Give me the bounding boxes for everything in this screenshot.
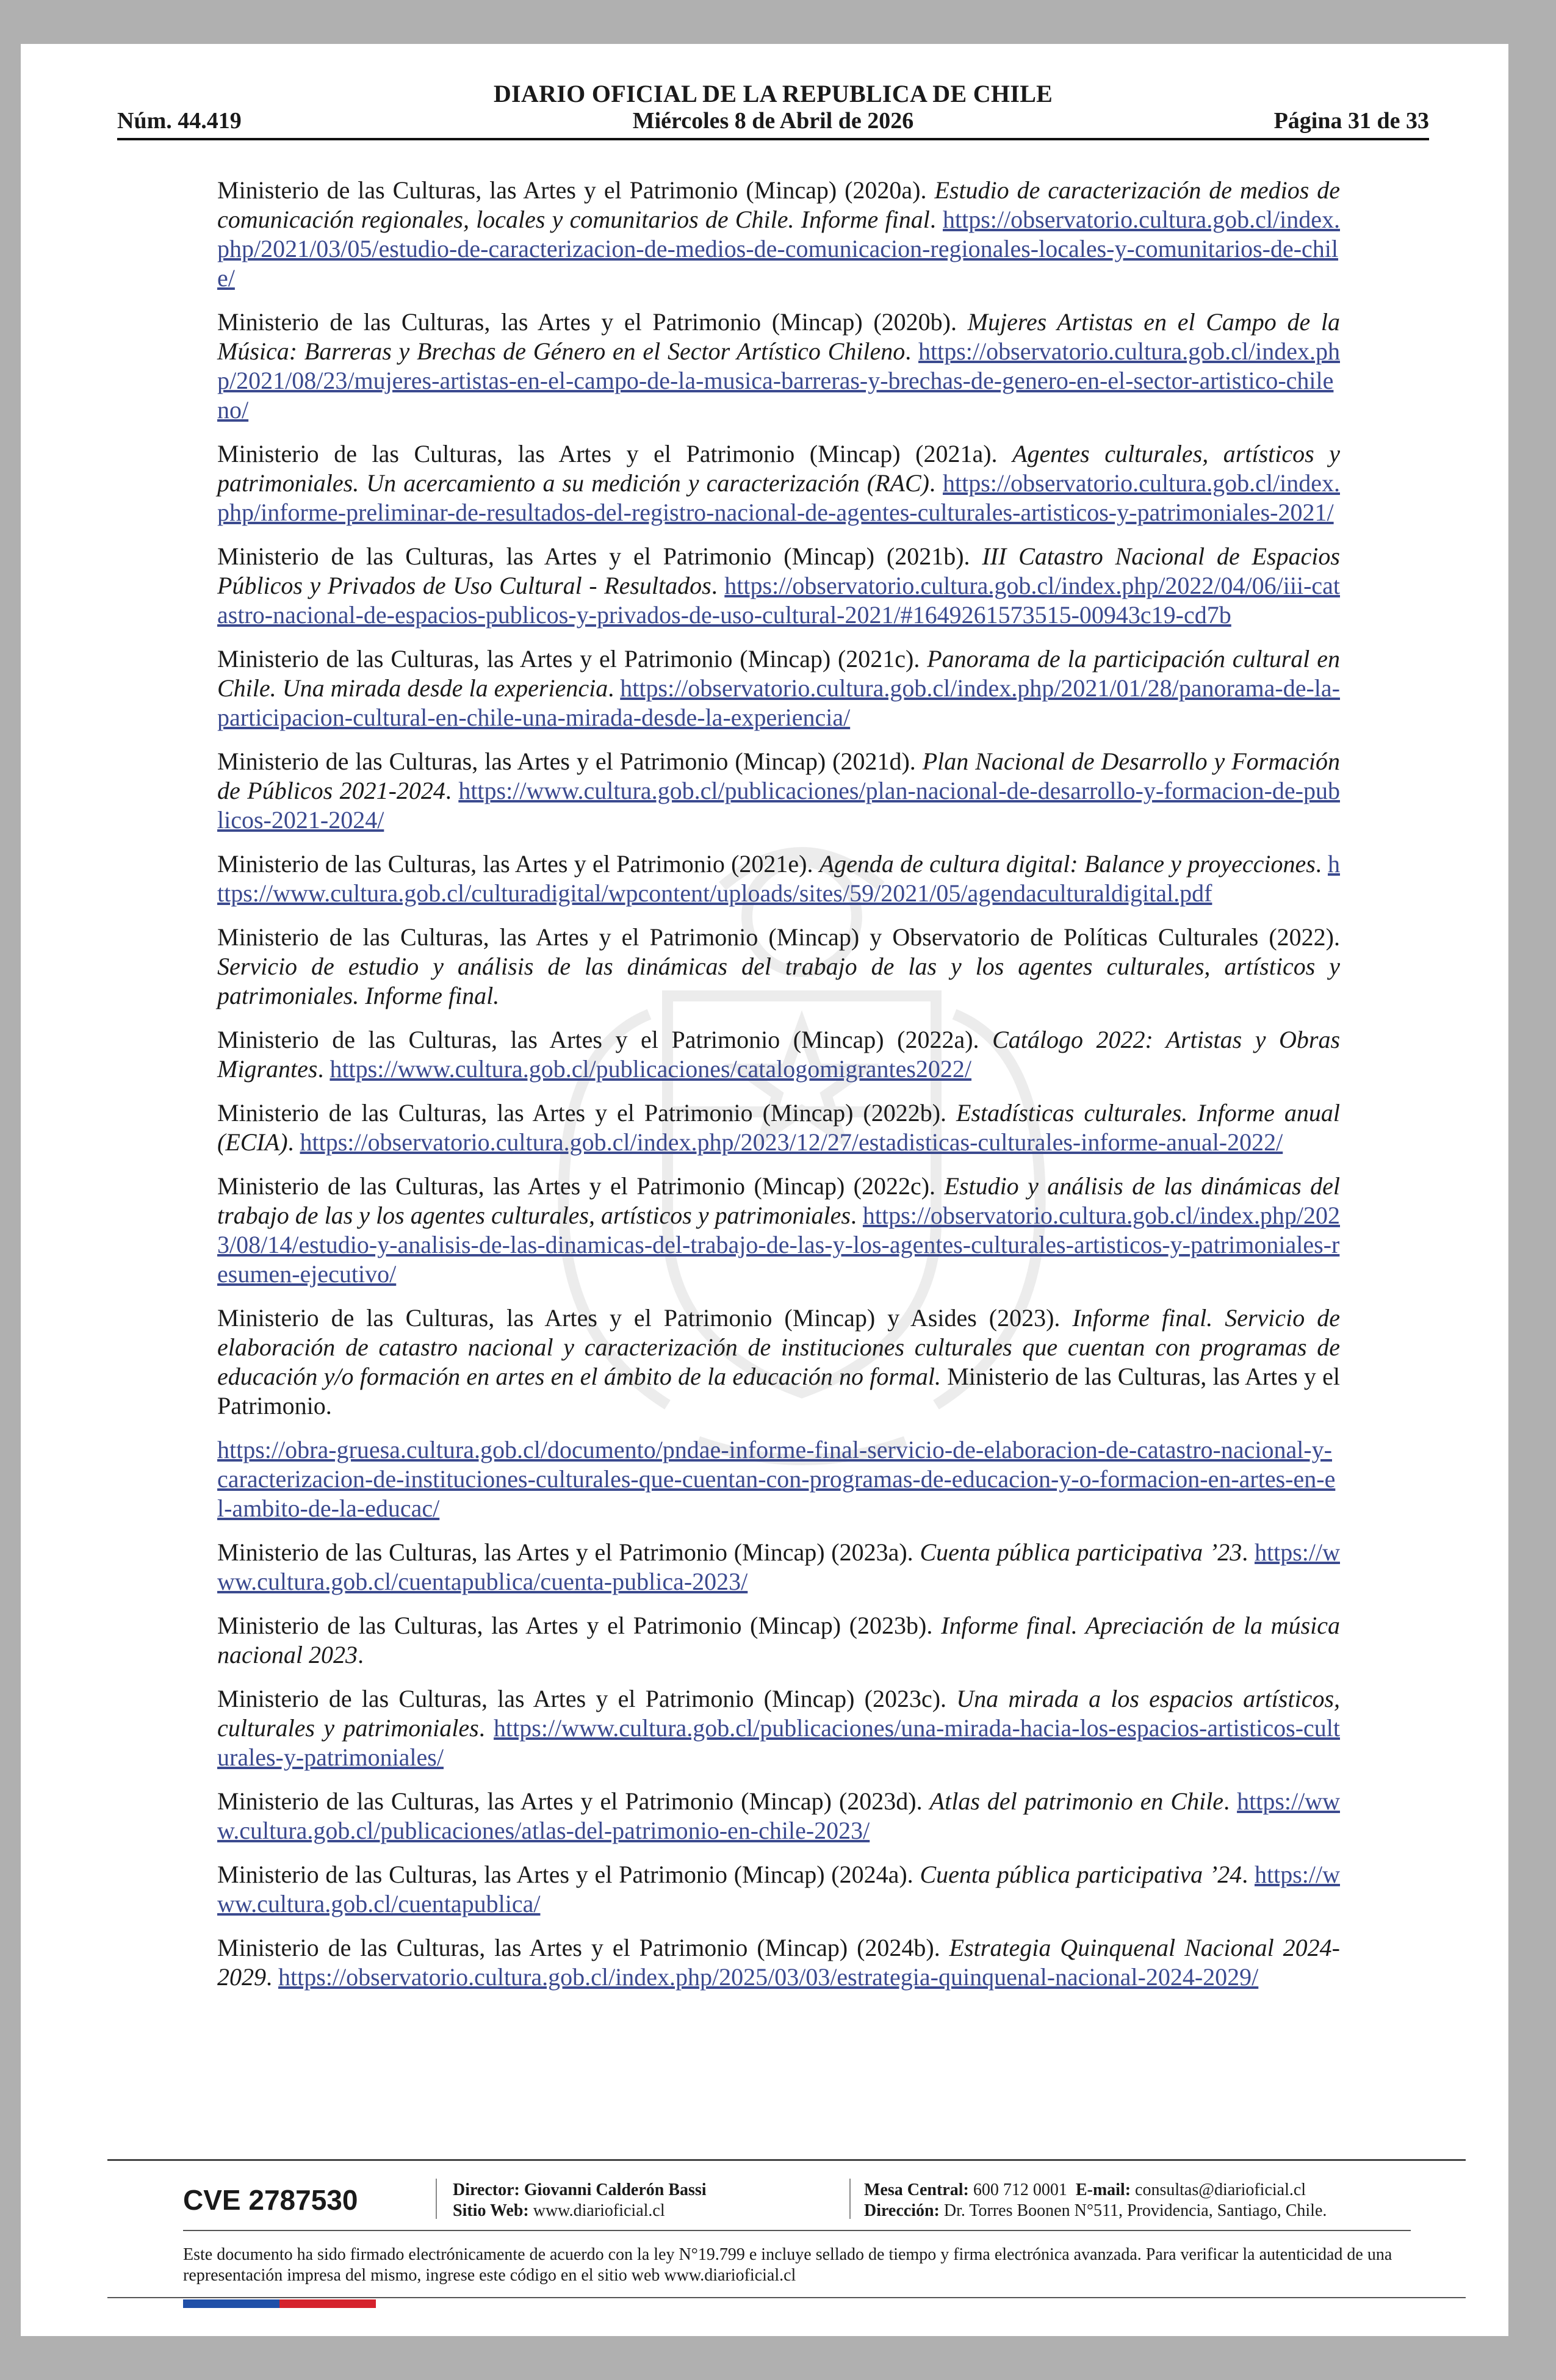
reference-link[interactable]: https://observatorio.cultura.gob.cl/index.php/2022/04/06/iii-catastro-nacional-de-espacios-publicos-y-privados-de-uso-cultural-2021/#1649261573515-00943c19-cd7b <box>217 572 1341 629</box>
footer-contact-block <box>864 2180 1327 2221</box>
reference-link[interactable]: https://www.cultura.gob.cl/publicaciones/atlas-del-patrimonio-en-chile-2023/ <box>217 1787 1340 1844</box>
address-text: Dr. Torres Boonen N°511, Providencia, Santiago, Chile. <box>943 2201 1327 2220</box>
reference-author: Ministerio de las Culturas, las Artes y el Patrimonio (Mincap) (2023a). <box>217 1538 920 1566</box>
reference-suffix: . <box>1223 1787 1237 1815</box>
reference-entry <box>217 176 1340 293</box>
issue-number: Núm. 44.419 <box>117 108 242 134</box>
reference-author: Ministerio de las Culturas, las Artes y el Patrimonio (Mincap) (2023c). <box>217 1685 957 1712</box>
reference-author: Ministerio de las Culturas, las Artes y el Patrimonio (Mincap) (2022b). <box>217 1099 957 1127</box>
reference-title: Cuenta pública participativa ’24 <box>920 1861 1242 1888</box>
reference-title: Catálogo 2022: Artistas y Obras Migrantes <box>217 1026 1341 1083</box>
header-row <box>117 107 1429 137</box>
reference-author: Ministerio de las Culturas, las Artes y el Patrimonio (Mincap) (2024a). <box>217 1861 920 1888</box>
reference-suffix: . <box>850 1202 863 1229</box>
reference-link[interactable]: https://www.cultura.gob.cl/cuentapublica/ <box>217 1861 1341 1917</box>
reference-title: Una mirada a los espacios artísticos, culturales y patrimoniales <box>217 1685 1341 1742</box>
cve-code: CVE 2787530 <box>183 2184 358 2216</box>
address-label: Dirección: <box>864 2201 940 2220</box>
flag-stripe-blue <box>183 2299 279 2308</box>
reference-entry <box>217 1684 1340 1772</box>
footer-column-divider <box>436 2179 437 2219</box>
reference-suffix: . <box>478 1714 494 1742</box>
reference-title: Estadísticas culturales. Informe anual (ECIA) <box>217 1099 1340 1156</box>
reference-entry <box>217 1860 1340 1919</box>
reference-suffix: . <box>711 572 725 599</box>
page-footer <box>107 2159 1466 2318</box>
reference-title: Mujeres Artistas en el Campo de la Música: Barreras y Brechas de Género en el Sector Artístico Chileno <box>217 308 1340 365</box>
reference-suffix: . <box>1242 1861 1255 1888</box>
footer-director-block <box>453 2180 707 2221</box>
reference-entry <box>217 644 1340 732</box>
flag-stripe-red <box>279 2299 376 2308</box>
reference-suffix: . <box>1315 850 1328 878</box>
mesa-phone: 600 712 0001 <box>973 2180 1067 2199</box>
reference-entry <box>217 1538 1340 1596</box>
reference-title: Servicio de estudio y análisis de las dinámicas del trabajo de las y los agentes culturales, artísticos y patrimoniales. Informe final. <box>217 953 1340 1009</box>
reference-title: Agentes culturales, artísticos y patrimoniales. Un acercamiento a su medición y caracterización (RAC) <box>217 440 1341 497</box>
reference-title: Cuenta pública participativa ’23 <box>920 1538 1242 1566</box>
reference-link[interactable]: https://observatorio.cultura.gob.cl/index.php/informe-preliminar-de-resultados-del-registro-nacional-de-agentes-culturales-artisticos-y-patrimoniales-2021/ <box>217 469 1340 526</box>
reference-suffix: . <box>317 1055 330 1083</box>
reference-entry <box>217 747 1340 835</box>
website-label: Sitio Web: <box>453 2201 529 2220</box>
reference-author: Ministerio de las Culturas, las Artes y el Patrimonio (Mincap) (2021b). <box>217 543 982 570</box>
reference-title: Agenda de cultura digital: Balance y proyecciones <box>819 850 1316 878</box>
contact-line <box>864 2180 1327 2201</box>
reference-entry <box>217 849 1340 908</box>
reference-suffix: . <box>929 469 943 497</box>
email-link[interactable]: consultas@diarioficial.cl <box>1135 2180 1306 2199</box>
reference-entry <box>217 542 1340 630</box>
reference-entry <box>217 1172 1340 1289</box>
reference-link[interactable]: https://www.cultura.gob.cl/culturadigital/wpcontent/uploads/sites/59/2021/05/agendaculturaldigital.pdf <box>217 850 1341 907</box>
legal-notice: Este documento ha sido firmado electrónicamente de acuerdo con la ley N°19.799 e incluye sellado de tiempo y firma electrónica avanzada. Para verificar la autenticidad de una representación impresa del mismo, ingrese este código en el sitio web www.diarioficial.cl <box>183 2245 1392 2285</box>
reference-link[interactable]: https://obra-gruesa.cultura.gob.cl/documento/pndae-informe-final-servicio-de-elaboracion-de-catastro-nacional-y-caracterizacion-de-instituciones-culturales-que-cuentan-con-programas-de-educacion-y-o-formacion-en-artes-en-el-ambito-de-la-educac/ <box>217 1436 1336 1522</box>
newspaper-title: DIARIO OFICIAL DE LA REPUBLICA DE CHILE <box>493 80 1053 107</box>
reference-entry <box>217 1435 1340 1523</box>
reference-title: Estudio de caracterización de medios de comunicación regionales, locales y comunitarios de Chile. Informe final <box>217 176 1340 233</box>
reference-entry <box>217 1025 1340 1084</box>
reference-author: Ministerio de las Culturas, las Artes y el Patrimonio (Mincap) (2020b). <box>217 308 968 336</box>
reference-title: Estrategia Quinquenal Nacional 2024-2029 <box>217 1934 1340 1991</box>
reference-author: Ministerio de las Culturas, las Artes y el Patrimonio (Mincap) (2021d). <box>217 748 923 775</box>
reference-suffix: . <box>929 206 943 233</box>
reference-author: Ministerio de las Culturas, las Artes y el Patrimonio (Mincap) (2022c). <box>217 1172 945 1200</box>
reference-entry <box>217 923 1340 1011</box>
reference-entry <box>217 1304 1340 1421</box>
website-link[interactable]: www.diarioficial.cl <box>533 2201 665 2220</box>
reference-author: Ministerio de las Culturas, las Artes y el Patrimonio (Mincap) (2022a). <box>217 1026 993 1053</box>
reference-title: Atlas del patrimonio en Chile <box>929 1787 1224 1815</box>
mesa-label: Mesa Central: <box>864 2180 969 2199</box>
reference-entry <box>217 1611 1340 1670</box>
email-label: E-mail: <box>1075 2180 1131 2199</box>
reference-entry <box>217 308 1340 425</box>
reference-author: Ministerio de las Culturas, las Artes y el Patrimonio (Mincap) (2024b). <box>217 1934 949 1961</box>
reference-title: Plan Nacional de Desarrollo y Formación de Públicos 2021-2024 <box>217 748 1340 804</box>
address-line <box>864 2201 1327 2221</box>
reference-suffix: . <box>608 674 621 702</box>
reference-author: Ministerio de las Culturas, las Artes y el Patrimonio (Mincap) (2023d). <box>217 1787 930 1815</box>
reference-suffix: . <box>445 777 459 804</box>
reference-link[interactable]: https://observatorio.cultura.gob.cl/index.php/2021/01/28/panorama-de-la-participacion-cultural-en-chile-una-mirada-desde-la-experiencia/ <box>217 674 1340 731</box>
reference-entry <box>217 439 1340 527</box>
reference-suffix: Ministerio de las Culturas, las Artes y el Patrimonio. <box>217 1363 1340 1419</box>
reference-link[interactable]: https://www.cultura.gob.cl/publicaciones/plan-nacional-de-desarrollo-y-formacion-de-publicos-2021-2024/ <box>217 777 1340 834</box>
page-number: Página 31 de 33 <box>1273 108 1429 134</box>
reference-suffix: . <box>1242 1538 1255 1566</box>
reference-link[interactable]: https://observatorio.cultura.gob.cl/index.php/2021/03/05/estudio-de-caracterizacion-de-medios-de-comunicacion-regionales-locales-y-comunitarios-de-chile/ <box>217 206 1340 292</box>
page-header <box>117 77 1429 145</box>
reference-entry <box>217 1933 1340 1992</box>
reference-title: Informe final. Servicio de elaboración de catastro nacional y caracterización de instituciones culturales que cuentan con programas de educación y/o formación en artes en el ámbito de la educación no formal. <box>217 1304 1340 1390</box>
reference-suffix: . <box>287 1128 300 1156</box>
reference-link[interactable]: https://www.cultura.gob.cl/publicaciones/una-mirada-hacia-los-espacios-artisticos-culturales-y-patrimoniales/ <box>217 1714 1340 1771</box>
reference-entry <box>217 1098 1340 1157</box>
reference-link[interactable]: https://observatorio.cultura.gob.cl/index.php/2025/03/03/estrategia-quinquenal-nacional-2024-2029/ <box>278 1963 1259 1991</box>
footer-bottom-divider <box>107 2297 1466 2298</box>
reference-title: III Catastro Nacional de Espacios Públicos y Privados de Uso Cultural - Resultados <box>217 543 1340 599</box>
reference-link[interactable]: https://observatorio.cultura.gob.cl/index.php/2021/08/23/mujeres-artistas-en-el-campo-de-la-musica-barreras-y-brechas-de-genero-en-el-sector-artistico-chileno/ <box>217 337 1340 424</box>
issue-date: Miércoles 8 de Abril de 2026 <box>632 108 914 134</box>
reference-suffix: . <box>905 337 919 365</box>
footer-top-divider <box>107 2159 1466 2161</box>
reference-entry <box>217 1787 1340 1845</box>
reference-link[interactable]: https://observatorio.cultura.gob.cl/index.php/2023/08/14/estudio-y-analisis-de-las-dinamicas-del-trabajo-de-las-y-los-agentes-culturales-artisticos-y-patrimoniales-resumen-ejecutivo/ <box>217 1202 1341 1288</box>
reference-suffix: . <box>266 1963 278 1991</box>
reference-title: Informe final. Apreciación de la música nacional 2023 <box>217 1612 1341 1668</box>
header-divider <box>117 138 1429 140</box>
reference-author: Ministerio de las Culturas, las Artes y el Patrimonio (Mincap) (2021c). <box>217 645 927 673</box>
footer-middle-divider <box>183 2230 1411 2231</box>
references-list <box>217 176 1340 2007</box>
reference-author: Ministerio de las Culturas, las Artes y el Patrimonio (2021e). <box>217 850 819 878</box>
director-name: Giovanni Calderón Bassi <box>524 2180 707 2199</box>
reference-author: Ministerio de las Culturas, las Artes y el Patrimonio (Mincap) y Asides (2023). <box>217 1304 1073 1332</box>
reference-author: Ministerio de las Culturas, las Artes y el Patrimonio (Mincap) (2021a). <box>217 440 1013 467</box>
reference-author: Ministerio de las Culturas, las Artes y el Patrimonio (Mincap) (2020a). <box>217 176 935 204</box>
reference-author: Ministerio de las Culturas, las Artes y el Patrimonio (Mincap) (2023b). <box>217 1612 942 1639</box>
reference-suffix: . <box>357 1641 364 1668</box>
website-line <box>453 2201 707 2221</box>
reference-title: Estudio y análisis de las dinámicas del trabajo de las y los agentes culturales, artísticos y patrimoniales <box>217 1172 1341 1229</box>
document-page <box>21 44 1508 2336</box>
footer-column-divider <box>849 2179 851 2219</box>
reference-title: Panorama de la participación cultural en Chile. Una mirada desde la experiencia <box>217 645 1340 702</box>
director-line <box>453 2180 707 2201</box>
reference-link[interactable]: https://www.cultura.gob.cl/publicaciones/catalogomigrantes2022/ <box>330 1055 972 1083</box>
reference-link[interactable]: https://www.cultura.gob.cl/cuentapublica/cuenta-publica-2023/ <box>217 1538 1341 1595</box>
reference-link[interactable]: https://observatorio.cultura.gob.cl/index.php/2023/12/27/estadisticas-culturales-informe-anual-2022/ <box>300 1128 1283 1156</box>
director-label: Director: <box>453 2180 520 2199</box>
reference-author: Ministerio de las Culturas, las Artes y el Patrimonio (Mincap) y Observatorio de Políticas Culturales (2022). <box>217 923 1340 951</box>
